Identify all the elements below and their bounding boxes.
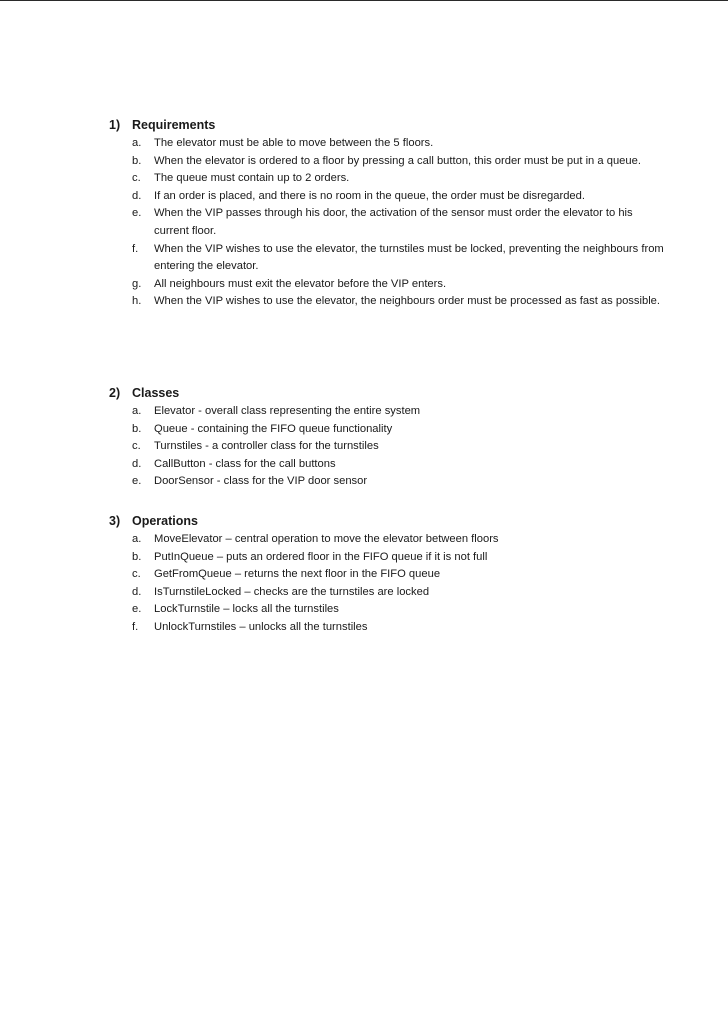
list-item <box>109 241 669 276</box>
list-item <box>109 403 669 421</box>
section-title: Classes <box>132 386 180 400</box>
list-item <box>109 421 669 439</box>
list-marker: a. <box>132 405 142 417</box>
section-number: 2) <box>109 386 121 400</box>
list-item-text: Elevator - overall class representing the entire system <box>154 405 421 417</box>
list-item-text: MoveElevator – central operation to move the elevator between floors <box>154 533 499 545</box>
list-item <box>109 473 669 491</box>
list-item-text: IsTurnstileLocked – checks are the turnstiles are locked <box>154 585 430 598</box>
list-marker: b. <box>132 422 142 435</box>
list-item <box>109 135 669 153</box>
list-marker: e. <box>132 475 142 488</box>
list-marker: b. <box>132 154 142 167</box>
section-classes <box>109 385 669 491</box>
list-item <box>109 566 669 584</box>
list-item-text: GetFromQueue – returns the next floor in the FIFO queue <box>154 568 441 581</box>
list-item <box>109 170 669 188</box>
list-item-text: PutInQueue – puts an ordered floor in the FIFO queue if it is not full <box>154 550 488 563</box>
list-item <box>109 619 669 637</box>
requirements-list <box>109 135 669 311</box>
list-item-text: CallButton - class for the call buttons <box>154 457 336 470</box>
list-item <box>109 549 669 567</box>
list-marker: f. <box>132 242 139 255</box>
list-item <box>109 601 669 619</box>
list-item-text: If an order is placed, and there is no room in the queue, the order must be disregarded. <box>154 189 585 202</box>
list-item <box>109 188 669 206</box>
list-item-text: All neighbours must exit the elevator before the VIP enters. <box>154 277 447 290</box>
list-item <box>109 276 669 294</box>
list-item-text: DoorSensor - class for the VIP door sensor <box>154 475 368 488</box>
section-operations <box>109 513 669 637</box>
list-marker: d. <box>132 189 142 202</box>
section-number: 1) <box>109 118 121 132</box>
list-marker: a. <box>132 533 142 545</box>
list-item-text: Turnstiles - a controller class for the turnstiles <box>154 440 379 453</box>
list-marker: c. <box>132 172 141 185</box>
list-item-text: When the elevator is ordered to a floor by pressing a call button, this order must be put in a queue. <box>154 154 641 167</box>
list-item-text: The elevator must be able to move between the 5 floors. <box>154 137 434 149</box>
list-item <box>109 584 669 602</box>
list-marker: e. <box>132 603 142 616</box>
section-heading <box>109 513 669 530</box>
section-requirements <box>109 117 669 311</box>
list-item-text: Queue - containing the FIFO queue functionality <box>154 422 393 435</box>
list-item <box>109 531 669 549</box>
list-marker: e. <box>132 207 142 220</box>
section-heading <box>109 117 669 134</box>
list-item-text: LockTurnstile – locks all the turnstiles <box>154 603 339 616</box>
list-marker: d. <box>132 585 142 598</box>
list-marker: c. <box>132 440 141 453</box>
list-marker: h. <box>132 295 142 308</box>
list-item-text: When the VIP passes through his door, the activation of the sensor must order the elevator to his current floor. <box>154 207 633 237</box>
list-marker: a. <box>132 137 142 149</box>
list-marker: d. <box>132 457 142 470</box>
list-marker: c. <box>132 568 141 581</box>
list-item-text: When the VIP wishes to use the elevator, the neighbours order must be processed as fast as possible. <box>154 295 661 308</box>
section-title: Operations <box>132 514 198 528</box>
list-marker: b. <box>132 550 142 563</box>
list-item-text: When the VIP wishes to use the elevator, the turnstiles must be locked, preventing the neighbours from entering the elevator. <box>154 242 664 273</box>
list-item <box>109 153 669 171</box>
section-heading <box>109 385 669 402</box>
operations-list <box>109 531 669 637</box>
list-item <box>109 293 669 311</box>
section-title: Requirements <box>132 118 216 132</box>
list-item-text: The queue must contain up to 2 orders. <box>154 172 350 185</box>
list-item <box>109 438 669 456</box>
list-marker: g. <box>132 277 142 290</box>
list-item <box>109 456 669 474</box>
classes-list <box>109 403 669 491</box>
list-item-text: UnlockTurnstiles – unlocks all the turnstiles <box>154 620 368 633</box>
section-number: 3) <box>109 514 121 528</box>
list-marker: f. <box>132 620 139 633</box>
list-item <box>109 205 669 240</box>
